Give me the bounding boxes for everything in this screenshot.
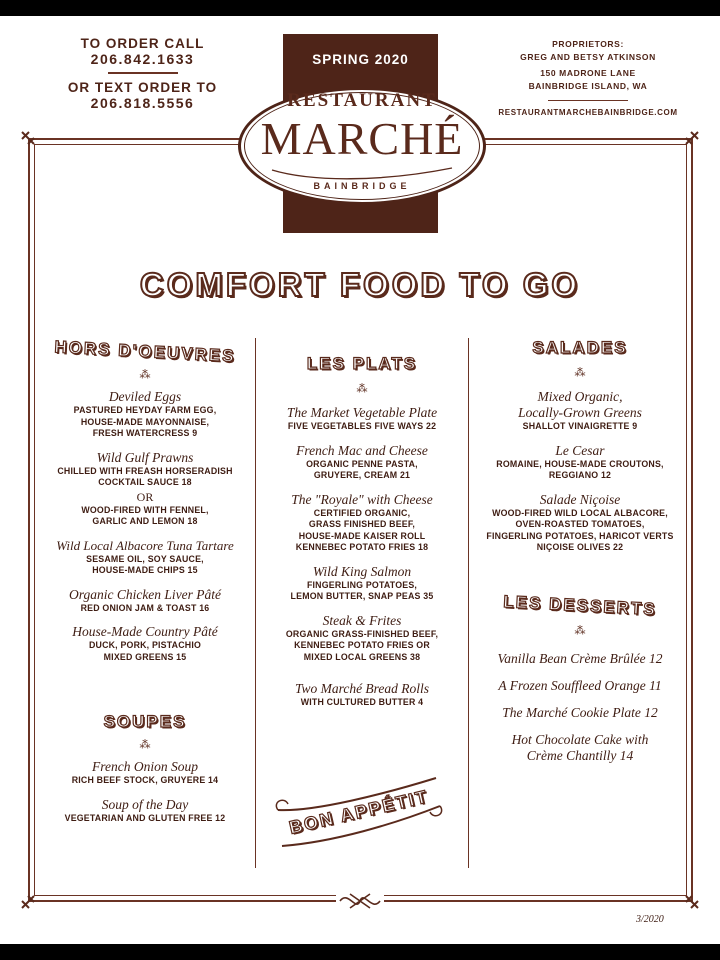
menu-item[interactable] bbox=[478, 389, 682, 433]
sign-off: BON APPÉTIT bbox=[287, 786, 431, 838]
proprietor-info bbox=[488, 38, 688, 120]
item-line: A Frozen Souffleed Orange 11 bbox=[498, 678, 662, 693]
item-desc: MIXED LOCAL GREENS 38 bbox=[303, 651, 421, 662]
item-or: OR bbox=[136, 489, 154, 504]
ornament-icon: ⁂ bbox=[574, 367, 586, 379]
item-desc: FINGERLING POTATOES, HARICOT VERTS bbox=[486, 530, 674, 541]
website-link[interactable]: RESTAURANTMARCHEBAINBRIDGE.COM bbox=[498, 108, 678, 117]
menu-item[interactable] bbox=[262, 443, 462, 482]
item-desc: MIXED GREENS 15 bbox=[103, 651, 187, 662]
ornament-icon: ⁂ bbox=[139, 369, 151, 381]
item-desc: CERTIFIED ORGANIC, bbox=[313, 507, 411, 518]
hors-section bbox=[40, 337, 250, 663]
divider bbox=[108, 72, 178, 74]
menu-page bbox=[0, 16, 720, 944]
menu-item[interactable] bbox=[478, 732, 682, 764]
salades-heading: SALADES bbox=[532, 338, 628, 357]
desserts-section bbox=[478, 591, 682, 764]
address-line2: BAINBRIDGE ISLAND, WA bbox=[528, 80, 648, 91]
menu-item[interactable] bbox=[40, 797, 250, 825]
item-name: Salade Niçoise bbox=[539, 491, 621, 507]
footer-date: 3/2020 bbox=[636, 914, 664, 925]
menu-item[interactable] bbox=[262, 492, 462, 554]
item-desc: WITH CULTURED BUTTER 4 bbox=[300, 697, 424, 707]
order-call-number[interactable]: 206.842.1633 bbox=[90, 51, 195, 67]
menu-item[interactable] bbox=[40, 624, 250, 663]
item-name: The Market Vegetable Plate bbox=[286, 405, 438, 420]
order-text-label: OR TEXT ORDER TO bbox=[67, 80, 218, 95]
ornament-icon: ⁂ bbox=[139, 739, 151, 751]
item-desc: OVEN-ROASTED TOMATOES, bbox=[515, 519, 645, 529]
menu-item[interactable] bbox=[478, 678, 682, 694]
item-name: Mixed Organic, bbox=[537, 389, 623, 404]
item-name: Deviled Eggs bbox=[108, 389, 182, 404]
item-line: Hot Chocolate Cake with bbox=[511, 732, 649, 747]
item-desc: KENNEBEC POTATO FRIES 18 bbox=[295, 542, 429, 552]
menu-item[interactable] bbox=[478, 492, 682, 554]
menu-item[interactable] bbox=[40, 538, 250, 577]
order-info bbox=[40, 36, 245, 111]
corner-ornament-icon bbox=[684, 894, 700, 910]
item-desc: FRESH WATERCRESS 9 bbox=[92, 428, 198, 438]
item-name: Le Cesar bbox=[555, 442, 605, 458]
plats-heading: LES PLATS bbox=[306, 354, 418, 373]
item-name: Two Marché Bread Rolls bbox=[294, 681, 430, 696]
menu-item[interactable] bbox=[40, 389, 250, 440]
item-desc: REGGIANO 12 bbox=[548, 470, 612, 480]
item-desc: CHILLED WITH FREASH HORSERADISH bbox=[57, 465, 233, 476]
item-desc: WOOD-FIRED WITH FENNEL, bbox=[81, 504, 209, 515]
salades-section bbox=[478, 338, 682, 554]
item-desc: ROMAINE, HOUSE-MADE CROUTONS, bbox=[496, 458, 664, 469]
item-desc: SESAME OIL, SOY SAUCE, bbox=[86, 553, 204, 564]
item-desc: RED ONION JAM & TOAST 16 bbox=[80, 602, 210, 613]
proprietors-label: PROPRIETORS: bbox=[552, 39, 624, 49]
soupes-heading: SOUPES bbox=[103, 712, 187, 731]
corner-ornament-icon bbox=[20, 130, 36, 146]
bon-appetit-banner bbox=[274, 772, 444, 852]
ornament-icon: ⁂ bbox=[574, 625, 586, 637]
item-name-line2: Locally-Grown Greens bbox=[518, 405, 642, 420]
item-desc: VEGETARIAN AND GLUTEN FREE 12 bbox=[64, 812, 226, 823]
item-line: Vanilla Bean Crème Brûlée 12 bbox=[497, 651, 663, 666]
item-name: The "Royale" with Cheese bbox=[291, 491, 433, 507]
item-desc: WOOD-FIRED WILD LOCAL ALBACORE, bbox=[492, 507, 668, 518]
menu-item[interactable] bbox=[40, 450, 250, 528]
menu-item[interactable] bbox=[40, 759, 250, 787]
menu-item[interactable] bbox=[478, 651, 682, 667]
item-name: Wild Gulf Prawns bbox=[96, 449, 194, 465]
item-desc: PASTURED HEYDAY FARM EGG, bbox=[73, 405, 217, 415]
column-divider bbox=[468, 338, 469, 868]
order-text-number[interactable]: 206.818.5556 bbox=[90, 95, 195, 111]
page-title: COMFORT FOOD TO GO bbox=[139, 266, 581, 303]
item-desc: FIVE VEGETABLES FIVE WAYS 22 bbox=[287, 421, 437, 431]
item-name: House-Made Country Pâté bbox=[72, 624, 218, 639]
item-desc: DUCK, PORK, PISTACHIO bbox=[88, 640, 202, 650]
logo-town: BAINBRIDGE bbox=[313, 181, 411, 191]
item-desc: LEMON BUTTER, SNAP PEAS 35 bbox=[290, 591, 434, 601]
address-line1: 150 MADRONE LANE bbox=[540, 68, 636, 78]
item-desc: SHALLOT VINAIGRETTE 9 bbox=[522, 421, 638, 431]
menu-item[interactable] bbox=[478, 705, 682, 721]
menu-item[interactable] bbox=[262, 681, 462, 709]
menu-item[interactable] bbox=[262, 613, 462, 664]
item-name: French Mac and Cheese bbox=[296, 442, 428, 458]
menu-item[interactable] bbox=[262, 564, 462, 603]
soupes-section bbox=[40, 712, 250, 824]
corner-ornament-icon bbox=[20, 894, 36, 910]
logo-restaurant: RESTAURANT bbox=[287, 90, 437, 111]
item-desc: FINGERLING POTATOES, bbox=[306, 579, 418, 590]
item-desc: GRUYERE, CREAM 21 bbox=[313, 470, 411, 480]
item-desc: HOUSE-MADE KAISER ROLL bbox=[298, 530, 426, 541]
menu-item[interactable] bbox=[478, 443, 682, 482]
order-call-label: TO ORDER CALL bbox=[80, 36, 205, 51]
item-desc: RICH BEEF STOCK, GRUYERE 14 bbox=[71, 775, 219, 785]
item-desc: HOUSE-MADE MAYONNAISE, bbox=[80, 416, 210, 427]
item-desc: COCKTAIL SAUCE 18 bbox=[98, 477, 192, 487]
plats-section bbox=[262, 354, 462, 709]
divider bbox=[548, 100, 628, 101]
menu-item[interactable] bbox=[262, 405, 462, 433]
menu-item[interactable] bbox=[40, 587, 250, 615]
proprietors-names: GREG AND BETSY ATKINSON bbox=[520, 51, 656, 62]
logo-name: MARCHÉ bbox=[260, 113, 464, 164]
item-name: Wild King Salmon bbox=[312, 563, 412, 579]
item-desc: KENNEBEC POTATO FRIES OR bbox=[294, 640, 430, 650]
hors-heading: HORS D'OEUVRES bbox=[53, 337, 237, 366]
desserts-heading: LES DESSERTS bbox=[502, 591, 658, 620]
item-desc: ORGANIC PENNE PASTA, bbox=[306, 458, 418, 469]
corner-ornament-icon bbox=[684, 130, 700, 146]
item-name: French Onion Soup bbox=[92, 759, 198, 774]
item-name: Wild Local Albacore Tuna Tartare bbox=[56, 537, 234, 553]
item-desc: ORGANIC GRASS-FINISHED BEEF, bbox=[285, 628, 439, 639]
item-line2: Crème Chantilly 14 bbox=[526, 748, 634, 763]
item-name: Soup of the Day bbox=[101, 796, 189, 812]
item-desc: HOUSE-MADE CHIPS 15 bbox=[92, 565, 198, 575]
bottom-flourish-icon bbox=[336, 888, 384, 914]
item-desc: NIÇOISE OLIVES 22 bbox=[536, 542, 624, 552]
item-line: The Marché Cookie Plate 12 bbox=[502, 705, 658, 720]
item-name: Steak & Frites bbox=[322, 612, 402, 628]
item-name: Organic Chicken Liver Pâté bbox=[68, 586, 222, 602]
column-divider bbox=[255, 338, 256, 868]
season-label: SPRING 2020 bbox=[312, 52, 409, 67]
item-desc: GRASS FINISHED BEEF, bbox=[308, 519, 416, 529]
ornament-icon: ⁂ bbox=[356, 383, 368, 395]
item-desc: GARLIC AND LEMON 18 bbox=[92, 516, 198, 526]
